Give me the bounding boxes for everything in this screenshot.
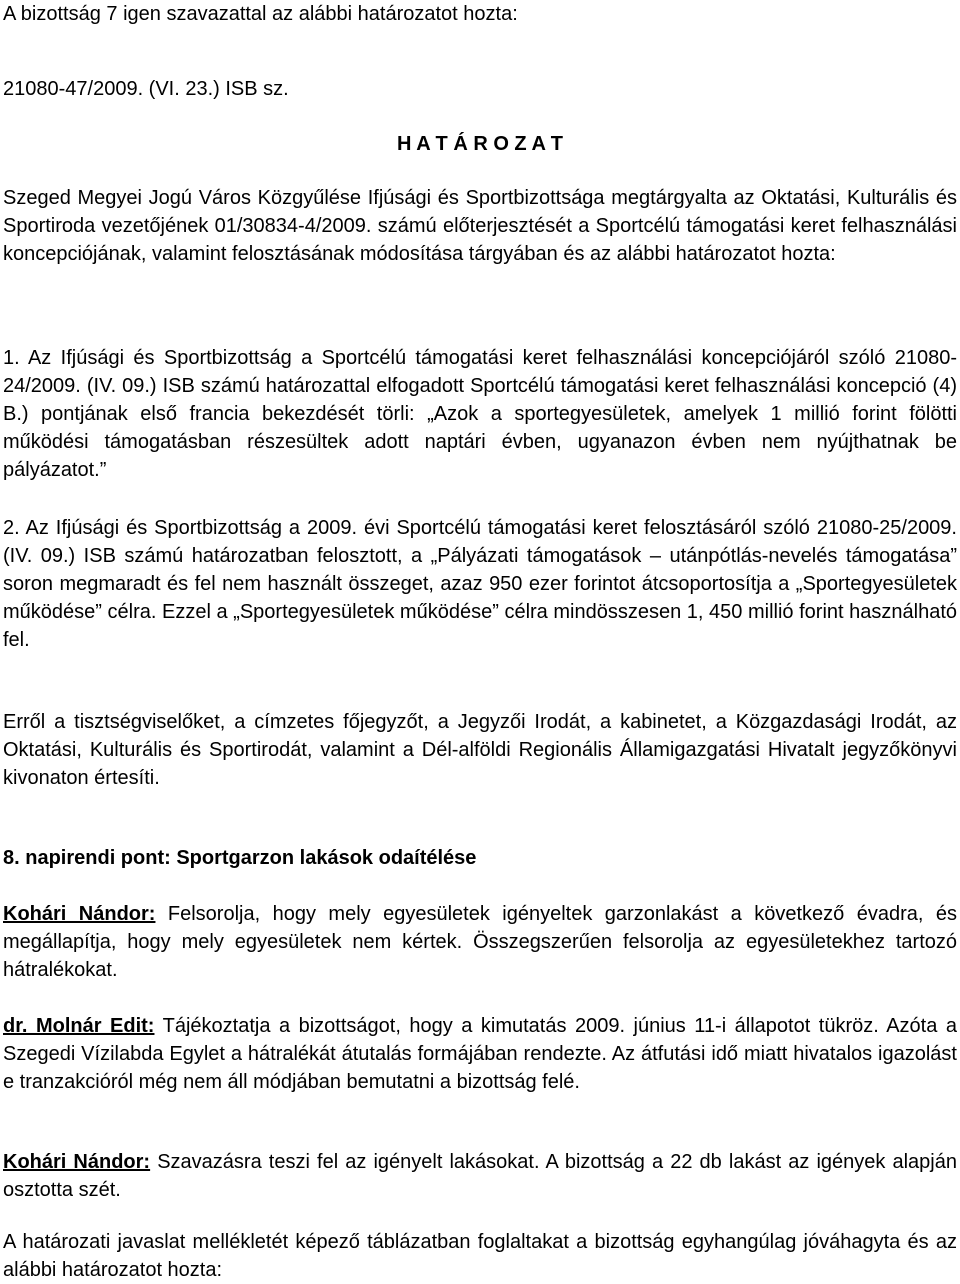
speech-paragraph-2 (3, 1012, 957, 1096)
resolution-heading: H A T Á R O Z A T (397, 133, 563, 155)
closing-paragraph: A határozati javaslat mellékletét képező táblázatban foglaltakat a bizottság egyhangúlag jóváhagyta és az alábbi határozatot hozta: (3, 1231, 957, 1281)
speaker-name: dr. Molnár Edit: (3, 1015, 155, 1037)
resolution-preamble: Szeged Megyei Jogú Város Közgyűlése Ifjúsági és Sportbizottsága megtárgyalta az Oktatási, Kulturális és Sportiroda vezetőjének 01/30834-4/2009. számú előterjesztését a Sportcélú támogatási keret felhasználási koncepciójának, valamint felosztásának módosítása tárgyában és az alábbi határozatot hozta: (3, 187, 957, 265)
speaker-name: Kohári Nándor: (3, 1151, 151, 1173)
resolution-point-1: 1. Az Ifjúsági és Sportbizottság a Sportcélú támogatási keret felhasználási koncepciójáról szóló 21080-24/2009. (IV. 09.) ISB számú határozattal elfogadott Sportcélú támogatási keret felhasználási koncepció (4) B.) pontjának első francia bekezdését törli: „Azok a sportegyesületek, amelyek 1 millió forint fölötti működési támogatásban részesültek adott naptári évben, ugyanazon évben nem nyújthatnak be pályázatot.” (3, 347, 957, 481)
resolution-point-2: 2. Az Ifjúsági és Sportbizottság a 2009. évi Sportcélú támogatási keret felosztásáról szóló 21080-25/2009. (IV. 09.) ISB számú határozatban felosztott, a „Pályázati támogatások – utánpótlás-nevelés támogatása” soron megmaradt és fel nem használt összeget, azaz 950 ezer forintot átcsoportosítja a „Sportegyesületek működése” célra. Ezzel a „Sportegyesületek működése” célra mindösszesen 1, 450 millió forint használható fel. (3, 517, 957, 651)
speech-text: Tájékoztatja a bizottságot, hogy a kimutatás 2009. június 11-i állapotot tükröz. Azóta a Szegedi Vízilabda Egylet a hátralékát átutalás formájában rendezte. Az átfutási idő miatt hivatalos igazolást e tranzakcióról még nem áll módjában bemutatni a bizottság felé. (3, 1015, 957, 1093)
speech-paragraph-1 (3, 900, 957, 984)
speech-text: Felsorolja, hogy mely egyesületek igényeltek garzonlakást a következő évadra, és megállapítja, hogy mely egyesületek nem kértek. Összegszerűen felsorolja az egyesületekhez tartozó hátralékokat. (3, 903, 957, 981)
agenda-heading: 8. napirendi pont: Sportgarzon lakások odaítélése (3, 847, 477, 869)
speech-text: Szavazásra teszi fel az igényelt lakásokat. A bizottság a 22 db lakást az igények alapján osztotta szét. (3, 1151, 957, 1201)
notification-paragraph: Erről a tisztségviselőket, a címzetes főjegyzőt, a Jegyzői Irodát, a kabinetet, a Közgazdasági Irodát, az Oktatási, Kulturális és Sportirodát, valamint a Dél-alföldi Regionális Államigazgatási Hivatalt jegyzőkönyvi kivonaton értesíti. (3, 711, 957, 789)
intro-line: A bizottság 7 igen szavazattal az alábbi határozatot hozta: (3, 3, 518, 25)
speech-paragraph-3 (3, 1148, 957, 1204)
speaker-name: Kohári Nándor: (3, 903, 156, 925)
resolution-number: 21080-47/2009. (VI. 23.) ISB sz. (3, 78, 289, 100)
